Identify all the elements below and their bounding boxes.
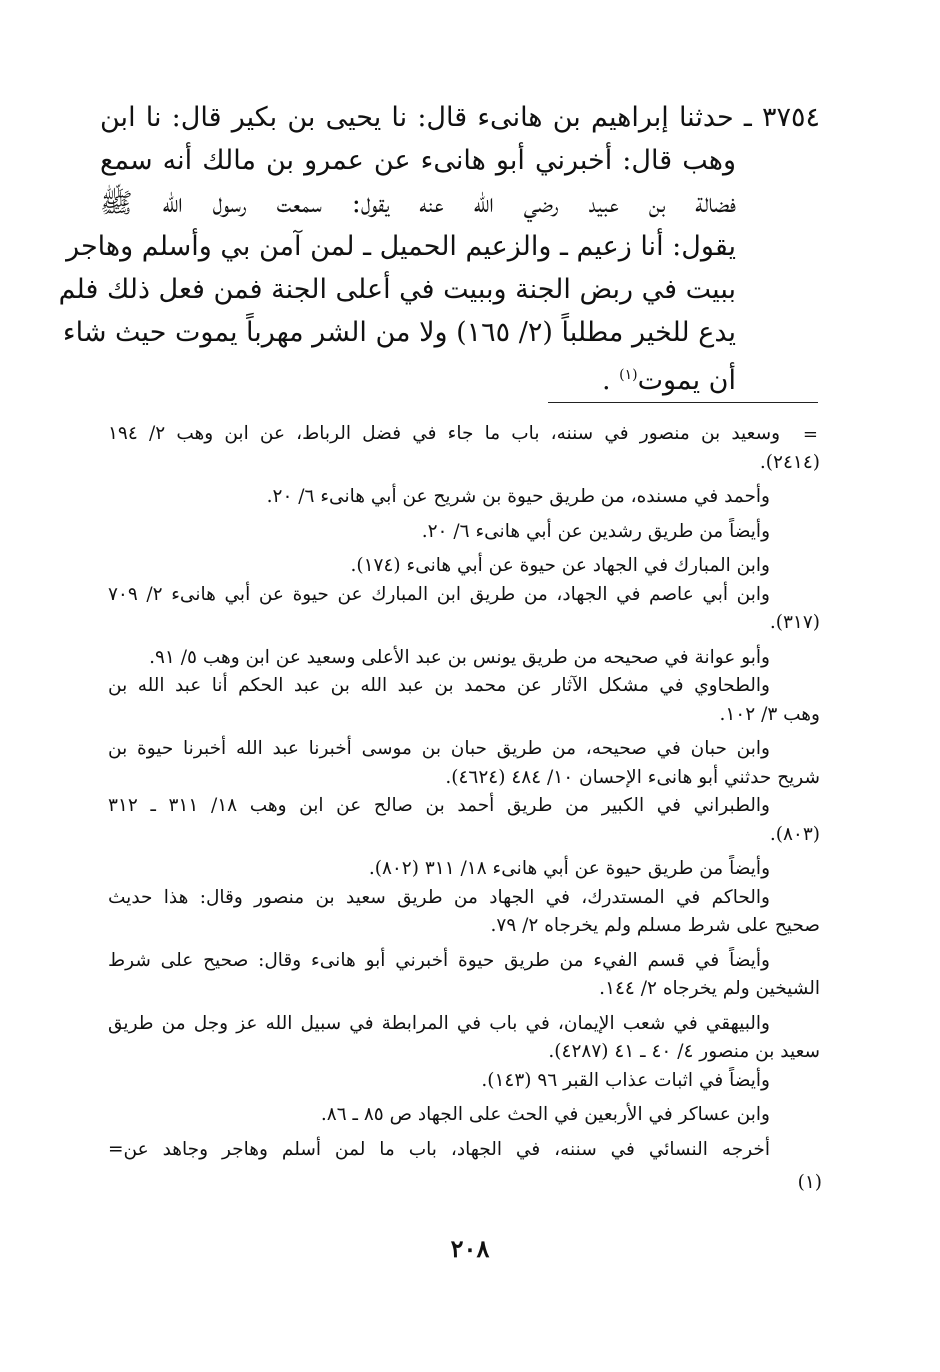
footnote-line: (٢٤١٤). [759, 451, 820, 473]
footnote-line: وابن حبان في صحيحه، من طريق حبان بن موسى أخبرنا عبد الله أخبرنا حيوة بن [108, 738, 770, 759]
footnotes [108, 420, 820, 1164]
page-number: ٢٠٨ [450, 1234, 490, 1263]
footnote-line: الشيخين ولم يخرجاه ٢/ ١٤٤. [599, 978, 820, 999]
footnote-line: وأيضاً في اثبات عذاب القبر ٩٦ (١٤٣). [481, 1069, 770, 1091]
footnote-1: أخرجه النسائي في سننه، في الجهاد، باب ما لمن أسلم وهاجر وجاهد عن= [108, 1138, 770, 1160]
footnote-line: وسعيد بن منصور في سننه، باب ما جاء في فضل الرباط، عن ابن وهب ٢/ ١٩٤ [108, 423, 780, 444]
hadith-line-1: ٣٧٥٤ ـ حدثنا إبراهيم بن هانىء قال: نا يحيى بن بكير قال: نا ابن [100, 102, 820, 133]
footnote-line: وابن عساكر في الأربعين في الحث على الجهاد ص ٨٥ ـ ٨٦. [320, 1104, 770, 1125]
hadith-line-5: ببيت في ربض الجنة وببيت في أعلى الجنة فمن فعل ذلك فلم [58, 274, 736, 305]
footnote-line: وهب ٣/ ١٠٢. [719, 703, 820, 725]
hadith-line-6: يدع للخير مطلباً (٢/ ١٦٥) ولا من الشر مهرباً يموت حيث شاء [62, 317, 736, 348]
footnote-line: والحاكم في المستدرك، في الجهاد من طريق سعيد بن منصور وقال: هذا حديث [108, 886, 770, 908]
footnote-line: سعيد بن منصور ٤/ ٤٠ ـ ٤١ (٤٢٨٧). [548, 1041, 820, 1062]
hadith-text [58, 96, 820, 397]
footnote-line: وابن المبارك في الجهاد عن حيوة عن أبي هانىء (١٧٤). [350, 555, 770, 576]
footnote-line: صحيح على شرط مسلم ولم يخرجاه ٢/ ٧٩. [490, 915, 820, 936]
footnote-line: (٣١٧). [769, 612, 820, 633]
hadith-line-7 [100, 354, 736, 397]
footnote-line: وابن أبي عاصم في الجهاد، من طريق ابن المبارك عن حيوة عن أبي هانىء ٢/ ٧٠٩ [108, 583, 770, 605]
hadith-line-4: يقول: أنا زعيم ـ والزعيم الحميل ـ لمن آمن بي وأسلم وهاجر [66, 231, 736, 262]
footnote-line: والطبراني في الكبير من طريق أحمد بن صالح عن ابن وهب ١٨/ ٣١١ ـ ٣١٢ [108, 795, 770, 816]
footnote-line: وأبو عوانة في صحيحه من طريق يونس بن عبد الأعلى وسعيد عن ابن وهب ٥/ ٩١. [149, 646, 770, 668]
footnote-line: وأيضاً من طريق رشدين عن أبي هانىء ٦/ ٢٠. [421, 520, 770, 542]
footnote-line: وأحمد في مسنده، من طريق حيوة بن شريح عن أبي هانىء ٦/ ٢٠. [266, 486, 770, 507]
continuation-mark: = [802, 424, 818, 445]
footnote-reference[interactable]: (١) [619, 367, 638, 383]
footnote-divider [548, 402, 818, 403]
footnote-line: وأيضاً في قسم الفيء من طريق حيوة أخبرني أبو هانىء وقال: صحيح على شرط [108, 949, 770, 971]
footnote-line: والطحاوي في مشكل الآثار عن محمد بن عبد الله بن عبد الحكم أنا عبد الله بن [108, 675, 770, 696]
footnote-line: (٨٠٣). [769, 823, 820, 845]
footnote-line: وأيضاً من طريق حيوة عن أبي هانىء ١٨/ ٣١١ (٨٠٢). [368, 858, 770, 879]
hadith-line-7-text: أن يموت [637, 365, 736, 396]
hadith-line-3: فضالة بن عبيد رضي الله عنه يقول: سمعت رسول الله ﷺ [100, 188, 736, 219]
hadith-line-7-tail: . [601, 365, 620, 396]
footnote-number: (١) [797, 1172, 822, 1193]
hadith-line-2: وهب قال: أخبرني أبو هانىء عن عمرو بن مالك أنه سمع [100, 145, 736, 176]
footnote-line: شريح حدثني أبو هانىء الإحسان ١٠/ ٤٨٤ (٤٦٢٤). [445, 766, 820, 788]
footnote-line: والبيهقي في شعب الإيمان، في باب في المرابطة في سبيل الله عز وجل من طريق [108, 1012, 770, 1034]
